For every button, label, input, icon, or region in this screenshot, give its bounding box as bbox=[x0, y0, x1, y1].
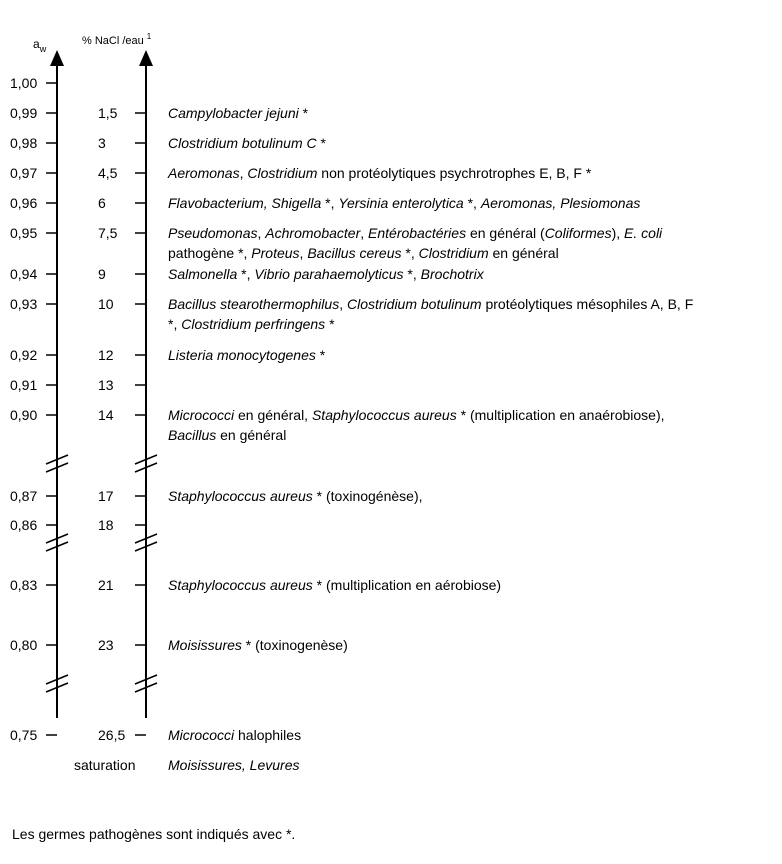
organism-description: Pseudomonas, Achromobacter, Entérobactéries en général (Coliformes), E. coli bbox=[168, 225, 663, 241]
diagram-row bbox=[10, 105, 309, 121]
organism-description: Staphylococcus aureus * (multiplication en aérobiose) bbox=[168, 577, 502, 593]
nacl-tick-label: 4,5 bbox=[98, 165, 118, 181]
organism-description: Campylobacter jejuni * bbox=[168, 105, 309, 121]
footnote: Les germes pathogènes sont indiqués avec *. bbox=[12, 826, 296, 842]
aw-tick-label: 0,96 bbox=[10, 195, 38, 211]
diagram-row bbox=[10, 637, 348, 653]
diagram-row bbox=[10, 517, 146, 533]
aw-tick-label: 0,90 bbox=[10, 407, 38, 423]
nacl-tick-label: 23 bbox=[98, 637, 114, 653]
nacl-tick-label: 6 bbox=[98, 195, 106, 211]
organism-description: Aeromonas, Clostridium non protéolytiques psychrotrophes E, B, F * bbox=[168, 165, 592, 181]
organism-description: Micrococci halophiles bbox=[168, 727, 302, 743]
organism-description: *, Clostridium perfringens * bbox=[168, 316, 335, 332]
diagram-row bbox=[10, 727, 301, 743]
aw-axis bbox=[50, 50, 64, 718]
nacl-tick-label: 13 bbox=[98, 377, 114, 393]
nacl-tick-label: 18 bbox=[98, 517, 114, 533]
diagram-row bbox=[10, 75, 57, 91]
nacl-tick-label: 1,5 bbox=[98, 105, 118, 121]
aw-tick-label: 0,91 bbox=[10, 377, 38, 393]
diagram-row bbox=[10, 195, 640, 211]
rows-layer bbox=[10, 75, 693, 773]
nacl-tick-label: 26,5 bbox=[98, 727, 126, 743]
organism-description: Clostridium botulinum C * bbox=[168, 135, 326, 151]
organism-description: Listeria monocytogenes * bbox=[168, 347, 326, 363]
aw-tick-label: 0,83 bbox=[10, 577, 38, 593]
aw-tick-label: 0,92 bbox=[10, 347, 38, 363]
nacl-tick-label: 3 bbox=[98, 135, 106, 151]
nacl-tick-label: 14 bbox=[98, 407, 114, 423]
aw-tick-label: 0,80 bbox=[10, 637, 38, 653]
nacl-tick-label: 9 bbox=[98, 266, 106, 282]
organism-description: Bacillus en général bbox=[168, 427, 287, 443]
nacl-tick-label: saturation bbox=[74, 757, 136, 773]
organism-description: Salmonella *, Vibrio parahaemolyticus *, Brochotrix bbox=[168, 266, 484, 282]
aw-tick-label: 0,94 bbox=[10, 266, 38, 282]
aw-tick-label: 0,99 bbox=[10, 105, 38, 121]
aw-tick-label: 0,86 bbox=[10, 517, 38, 533]
diagram-row bbox=[10, 165, 592, 181]
diagram-row bbox=[10, 296, 693, 332]
aw-tick-label: 0,98 bbox=[10, 135, 38, 151]
aw-tick-label: 1,00 bbox=[10, 75, 38, 91]
nacl-tick-label: 12 bbox=[98, 347, 114, 363]
aw-axis-title: $a_w$ bbox=[33, 37, 47, 54]
organism-description: Moisissures * (toxinogenèse) bbox=[168, 637, 348, 653]
nacl-axis-arrowhead bbox=[139, 50, 153, 66]
diagram-row bbox=[10, 407, 665, 443]
diagram-row bbox=[10, 225, 663, 261]
organism-description: pathogène *, Proteus, Bacillus cereus *, Clostridium en général bbox=[168, 245, 559, 261]
organism-description: Flavobacterium, Shigella *, Yersinia enterolytica *, Aeromonas, Plesiomonas bbox=[168, 195, 641, 211]
aw-tick-label: 0,93 bbox=[10, 296, 38, 312]
organism-description: Staphylococcus aureus * (toxinogénèse), bbox=[168, 488, 423, 504]
diagram-row bbox=[10, 377, 146, 393]
aw-tick-label: 0,75 bbox=[10, 727, 38, 743]
organism-description: Bacillus stearothermophilus, Clostridium botulinum protéolytiques mésophiles A, B, F bbox=[168, 296, 694, 312]
nacl-tick-label: 17 bbox=[98, 488, 114, 504]
diagram-row bbox=[10, 488, 423, 504]
organism-description: Moisissures, Levures bbox=[168, 757, 300, 773]
aw-tick-label: 0,95 bbox=[10, 225, 38, 241]
nacl-axis-title: % NaCl /eau $^1$ bbox=[82, 32, 152, 47]
nacl-axis bbox=[139, 50, 153, 718]
nacl-tick-label: 10 bbox=[98, 296, 114, 312]
diagram-row bbox=[10, 266, 485, 282]
aw-axis-arrowhead bbox=[50, 50, 64, 66]
aw-tick-label: 0,87 bbox=[10, 488, 38, 504]
diagram-row bbox=[74, 757, 300, 773]
nacl-tick-label: 21 bbox=[98, 577, 114, 593]
diagram-row bbox=[10, 577, 501, 593]
nacl-tick-label: 7,5 bbox=[98, 225, 118, 241]
organism-description: Micrococci en général, Staphylococcus aureus * (multiplication en anaérobiose), bbox=[168, 407, 665, 423]
aw-tick-label: 0,97 bbox=[10, 165, 38, 181]
